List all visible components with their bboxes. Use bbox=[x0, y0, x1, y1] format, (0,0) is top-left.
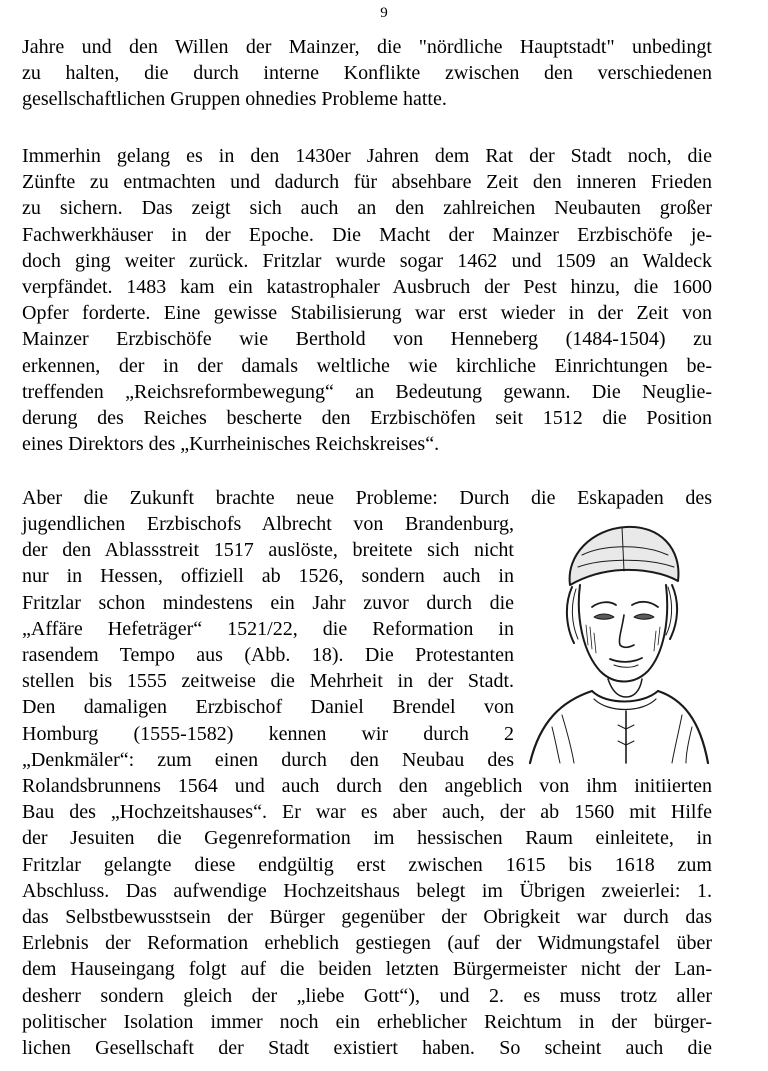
paragraph-1 bbox=[22, 34, 712, 113]
text-line: Aber die Zukunft brachte neue Probleme: Durch die Eskapaden des bbox=[22, 487, 712, 509]
text-line: jugendlichen Erzbischofs Albrecht von Brandenburg, bbox=[22, 513, 514, 535]
text-line: nur in Hessen, offiziell ab 1526, sondern auch in bbox=[22, 565, 514, 588]
text-line: Immerhin gelang es in den 1430er Jahren dem Rat der Stadt noch, die bbox=[22, 145, 712, 167]
text-line: Homburg (1555-1582) kennen wir durch 2 bbox=[22, 722, 514, 745]
text-line: zu sichern. Das zeigt sich auch an den zahlreichen Neubauten großer bbox=[22, 197, 712, 220]
text-line: „Denkmäler“: zum einen durch den Neubau des bbox=[22, 748, 514, 771]
text-line: politischer Isolation immer noch ein erheblicher Reichtum in der bürger- bbox=[22, 1010, 712, 1033]
text-line: erkennen, der in der damals weltliche wie kirchliche Einrichtungen be- bbox=[22, 354, 712, 377]
text-line: „Affäre Hefeträger“ 1521/22, die Reformation in bbox=[22, 617, 514, 640]
text-line: eines Direktors des „Kurrheinisches Reichskreises“. bbox=[22, 433, 440, 456]
text-line: treffenden „Reichsreformbewegung“ an Bedeutung gewann. Die Neuglie- bbox=[22, 380, 712, 403]
text-line: desherr sondern gleich der „liebe Gott“), und 2. es muss trotz aller bbox=[22, 984, 712, 1007]
paragraph-3-first-line bbox=[22, 485, 712, 511]
text-line: derung des Reiches bescherte den Erzbischöfen seit 1512 die Position bbox=[22, 407, 712, 430]
text-line: der den Ablassstreit 1517 auslöste, breitete sich nicht bbox=[22, 539, 514, 562]
text-line: Zünfte zu entmachten und dadurch für absehbare Zeit den inneren Frieden bbox=[22, 171, 712, 194]
text-line: Mainzer Erzbischöfe wie Berthold von Henneberg (1484-1504) zu bbox=[22, 328, 712, 351]
portrait-figure bbox=[522, 515, 712, 765]
text-line: Fachwerkhäuser in der Epoche. Die Macht der Mainzer Erzbischöfe je- bbox=[22, 223, 712, 246]
text-line: rasendem Tempo aus (Abb. 18). Die Protestanten bbox=[22, 644, 514, 667]
text-line: Jahre und den Willen der Mainzer, die "nördliche Hauptstadt" unbedingt bbox=[22, 36, 712, 58]
text-line: Den damaligen Erzbischof Daniel Brendel von bbox=[22, 696, 514, 719]
text-line: Fritzlar schon mindestens ein Jahr zuvor durch die bbox=[22, 591, 514, 614]
text-line: doch ging weiter zurück. Fritzlar wurde sogar 1462 und 1509 an Waldeck bbox=[22, 249, 712, 272]
page-number: 9 bbox=[380, 5, 388, 21]
text-line: gesellschaftlichen Gruppen ohnedies Probleme hatte. bbox=[22, 88, 447, 111]
text-line: lichen Gesellschaft der Stadt existiert haben. So scheint auch die bbox=[22, 1037, 712, 1060]
text-line: Opfer forderte. Eine gewisse Stabilisierung war erst wieder in der Zeit von bbox=[22, 302, 712, 325]
text-line: dem Hauseingang folgt auf die beiden letzten Bürgermeister nicht der Lan- bbox=[22, 958, 712, 981]
text-line: das Selbstbewusstsein der Bürger gegenüber der Obrigkeit war durch das bbox=[22, 906, 712, 929]
text-line: verpfändet. 1483 kam ein katastrophaler Ausbruch der Pest hinzu, die 1600 bbox=[22, 276, 712, 299]
text-line: Rolandsbrunnens 1564 und auch durch den angeblich von ihm initiierten bbox=[22, 775, 712, 797]
text-line: stellen bis 1555 zeitweise die Mehrheit in der Stadt. bbox=[22, 670, 514, 693]
text-line: Abschluss. Das aufwendige Hochzeitshaus belegt im Übrigen zweierlei: 1. bbox=[22, 879, 712, 902]
paragraph-2 bbox=[22, 143, 712, 457]
portrait-engraving-icon bbox=[522, 515, 712, 765]
text-line: Erlebnis der Reformation erheblich gestiegen (auf der Widmungstafel über bbox=[22, 932, 712, 955]
paragraph-3-wrapped-lines bbox=[22, 511, 514, 773]
text-line: Fritzlar gelangte diese endgültig erst zwischen 1615 bis 1618 zum bbox=[22, 853, 712, 876]
text-line: Bau des „Hochzeitshauses“. Er war es aber auch, der ab 1560 mit Hilfe bbox=[22, 801, 712, 824]
text-line: der Jesuiten die Gegenreformation im hessischen Raum einleitete, in bbox=[22, 827, 712, 850]
paragraph-3-continued bbox=[22, 773, 712, 1061]
text-line: zu halten, die durch interne Konflikte zwischen den verschiedenen bbox=[22, 62, 712, 85]
